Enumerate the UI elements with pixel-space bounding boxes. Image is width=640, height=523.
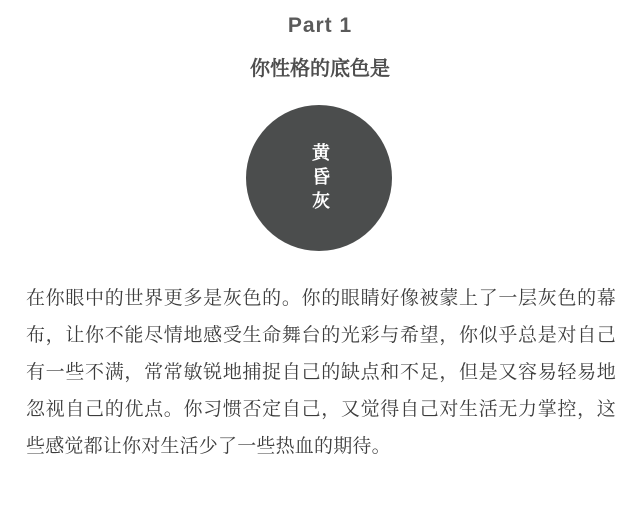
color-badge-circle: [246, 105, 392, 251]
badge-text-wrapper: [246, 129, 392, 229]
part-heading: Part 1: [287, 14, 353, 37]
color-name-label: 黄昏灰: [309, 143, 330, 215]
description-paragraph: 在你眼中的世界更多是灰色的。你的眼睛好像被蒙上了一层灰色的幕布，让你不能尽情地感受生命舞台的光彩与希望，你似乎总是对自己有一些不满，常常敏锐地捕捉自己的缺点和不足，但是又容易轻易地忽视自己的优点。你习惯否定自己，又觉得自己对生活无力掌控，这些感觉都让你对生活少了一些热血的期待。: [26, 287, 616, 457]
section-subtitle: 你性格的底色是: [250, 56, 390, 80]
